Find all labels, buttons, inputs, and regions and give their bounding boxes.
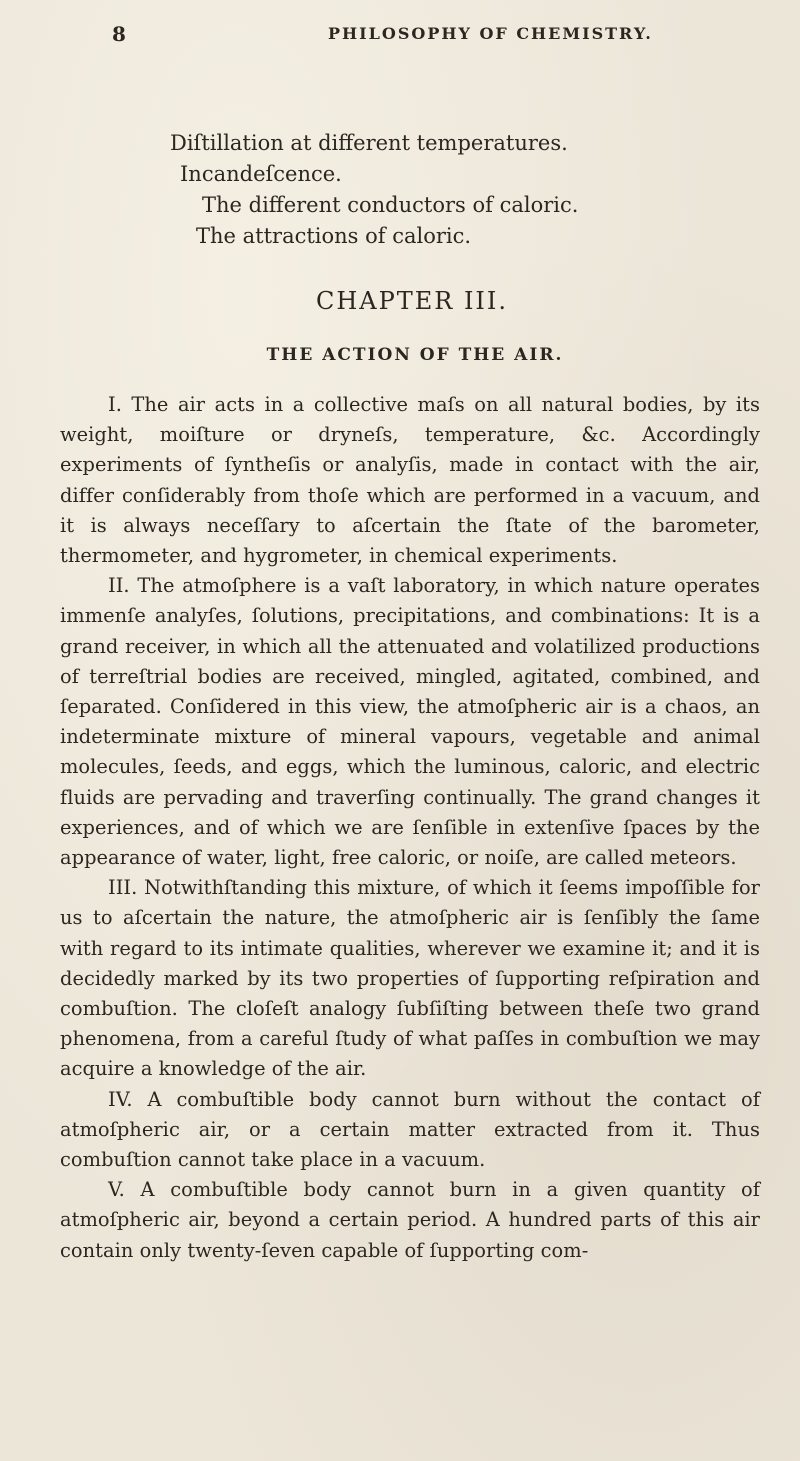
chapter-title: THE ACTION OF THE AIR. xyxy=(266,345,564,365)
contents-item: Diſtillation at different temperatures. xyxy=(170,131,568,155)
page-number: 8 xyxy=(112,22,127,46)
paragraph: IV. A combuſtible body cannot burn without the contact of atmoſpheric air, or a certain matter extracted from it. Thus combuſtion cannot take place in a vacuum. xyxy=(60,1087,760,1172)
contents-item: Incandeſcence. xyxy=(180,162,342,186)
running-head xyxy=(112,22,760,52)
chapter-contents-list xyxy=(170,128,770,252)
paragraph: III. Notwithſtanding this mixture, of which it ſeems impoſſible for us to aſcertain the nature, the atmoſpheric air is ſenſibly the ſame with regard to its intimate qualities, wherever we examine it; and it is decidedly marked by its two properties of ſupporting reſpiration and combuſtion. The cloſeſt analogy ſubſiſting between theſe two grand phenomena, from a careful ſtudy of what paſſes in combuſtion we may acquire a knowledge of the air. xyxy=(60,876,760,1081)
running-title: PHILOSOPHY OF CHEMISTRY. xyxy=(328,24,653,43)
paragraph: V. A combuſtible body cannot burn in a given quantity of atmoſpheric air, beyond a certain period. A hundred parts of this air contain only twenty-ſeven capable of ſupporting com- xyxy=(60,1178,760,1262)
contents-item: The attractions of caloric. xyxy=(196,224,472,248)
contents-item: The different conductors of caloric. xyxy=(202,193,579,217)
paragraph: I. The air acts in a collective maſs on all natural bodies, by its weight, moiſture or dryneſs, temperature, &c. Accordingly experiments of ſyntheſis or analyſis, made in contact with the air, differ conſiderably from thoſe which are performed in a vacuum, and it is always neceſſary to aſcertain the ſtate of the barometer, thermometer, and hygrometer, in chemical experiments. xyxy=(60,393,760,568)
chapter-heading: CHAPTER III. xyxy=(315,287,509,315)
body-text xyxy=(60,390,760,1266)
paragraph: II. The atmoſphere is a vaſt laboratory, in which nature operates immenſe analyſes, ſolutions, precipitations, and combinations: It is a grand receiver, in which all the attenuated and volatilized productions of terreſtrial bodies are received, mingled, agitated, combined, and ſeparated. Conſidered in this view, the atmoſpheric air is a chaos, an indeterminate mixture of mineral vapours, vegetable and animal molecules, ſeeds, and eggs, which the luminous, caloric, and electric fluids are pervading and traverſing continually. The grand changes it experiences, and of which we are ſenſible in extenſive ſpaces by the appearance of water, light, free caloric, or noiſe, are called meteors. xyxy=(60,574,760,870)
